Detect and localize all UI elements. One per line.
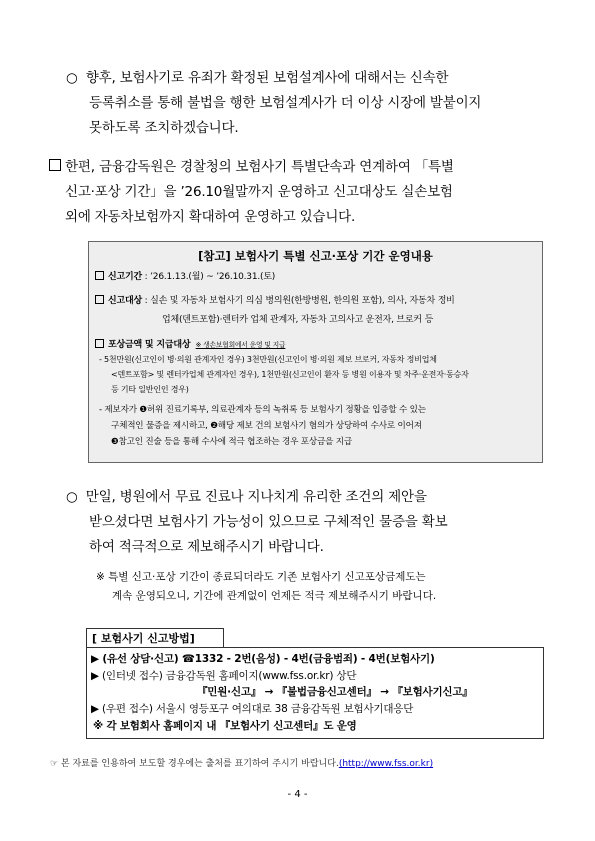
- reward-label: 포상금액 및 지급대상: [108, 340, 191, 350]
- square-bullet-icon: [95, 295, 104, 304]
- period-value: : ’26.1.13.(월) ~ ’26.10.31.(토): [144, 272, 276, 282]
- text-line: 한편, 금융감독원은 경찰청의 보험사기 특별단속과 연계하여 「특별: [65, 159, 454, 175]
- text-line: 하여 적극적으로 제보해주시기 바랍니다.: [89, 539, 324, 555]
- target-label: 신고대상: [108, 296, 142, 306]
- report-line: ▶ (우편 접수) 서울시 영등포구 여의대로 38 금융감독원 보험사기대응단: [91, 703, 414, 715]
- remark-line: 계속 운영되오니, 기간에 관계없이 언제든 적극 제보해주시기 바랍니다.: [112, 590, 437, 602]
- remark-line: ※ 특별 신고·포상 기간이 종료되더라도 기존 보험사기 신고포상금제도는: [96, 571, 426, 583]
- footer-note: [50, 756, 433, 769]
- reward-line: ❸참고인 진술 등을 통해 수사에 적극 협조하는 경우 포상금을 지급: [111, 437, 352, 447]
- text-line: 외에 자동차보험까지 확대하여 운영하고 있습니다.: [65, 209, 356, 225]
- text-line: 등록취소를 통해 불법을 행한 보험설계사가 더 이상 시장에 발붙이지: [89, 95, 482, 111]
- square-bullet-icon: [95, 339, 104, 348]
- period-label: 신고기간: [108, 272, 142, 282]
- report-line: ※ 각 보험회사 홈페이지 내 『보험사기 신고센터』도 운영: [93, 720, 357, 732]
- reference-title: [참고] 보험사기 특별 신고·포상 기간 운영내용: [198, 249, 433, 263]
- reward-line: 구체적인 물증을 제시하고, ❷해당 제보 건의 보험사기 혐의가 상당하여 수사로 이어져: [111, 421, 422, 431]
- report-line: 『민원·신고』 → 『불법금융신고센터』 → 『보험사기신고』: [197, 686, 473, 698]
- footer-note-text: ☞ 본 자료를 인용하여 보도할 경우에는 출처를 표기하여 주시기 바랍니다.: [50, 759, 339, 769]
- bullet: ○: [66, 489, 78, 505]
- reward-line: - 5천만원(신고인이 병·의원 관계자인 경우) 3천만원(신고인이 병·의원 제보 브로커, 자동차 정비업체: [99, 355, 437, 364]
- report-method-box: [86, 647, 544, 739]
- paragraph-1: [66, 66, 556, 141]
- page-number: - 4 -: [287, 789, 308, 800]
- text-line: 만일, 병원에서 무료 진료나 지나치게 유리한 조건의 제안을: [85, 489, 427, 505]
- report-line: ▶ (인터넷 접수) 금융감독원 홈페이지(www.fss.or.kr) 상단: [91, 670, 357, 682]
- reward-line: <덴트포함> 및 렌터카업체 관계자인 경우), 1천만원(신고인이 환자 등 병원 이용자 및 차주·운전자·동승자: [111, 370, 469, 379]
- reward-line: - 제보자가 ❶허위 진료기록부, 의료관계자 등의 녹취록 등 보험사기 정황을 입증할 수 있는: [99, 405, 426, 415]
- text-line: 못하도록 조치하겠습니다.: [89, 120, 239, 136]
- text-line: 받으셨다면 보험사기 가능성이 있으므로 구체적인 물증을 확보: [89, 514, 448, 530]
- reward-line: 등 기타 일반인인 경우): [111, 385, 189, 394]
- report-method-title: [ 보험사기 신고방법]: [86, 628, 224, 648]
- period-row: [95, 270, 275, 284]
- text-line: 신고·포상 기간」을 ’26.10월말까지 운영하고 신고대상도 실손보험: [65, 184, 453, 200]
- reward-note: ※ 생손보협회에서 운영 및 지급: [195, 341, 286, 349]
- square-bullet-icon: [49, 159, 61, 171]
- reference-box: [88, 241, 543, 463]
- target-line: : 실손 및 자동차 보험사기 의심 병의원(한방병원, 한의원 포함), 의사, 자동차 정비: [144, 296, 455, 306]
- paragraph-2: [49, 155, 559, 230]
- paragraph-3: [66, 485, 556, 560]
- square-bullet-icon: [95, 271, 104, 280]
- reward-row: [95, 338, 285, 352]
- report-line: ▶ (유선 상담·신고) ☎1332 - 2번(음성) - 4번(금융범죄) - 4번(보험사기): [91, 653, 435, 665]
- bullet: ○: [66, 70, 78, 86]
- target-row: [95, 294, 455, 308]
- fss-link[interactable]: (http://www.fss.or.kr): [338, 759, 434, 769]
- remark: [96, 568, 436, 606]
- text-line: 향후, 보험사기로 유죄가 확정된 보험설계사에 대해서는 신속한: [85, 70, 449, 86]
- target-line: 업체(덴트포함)·렌터카 업체 관계자, 자동차 고의사고 운전자, 브로커 등: [162, 315, 434, 325]
